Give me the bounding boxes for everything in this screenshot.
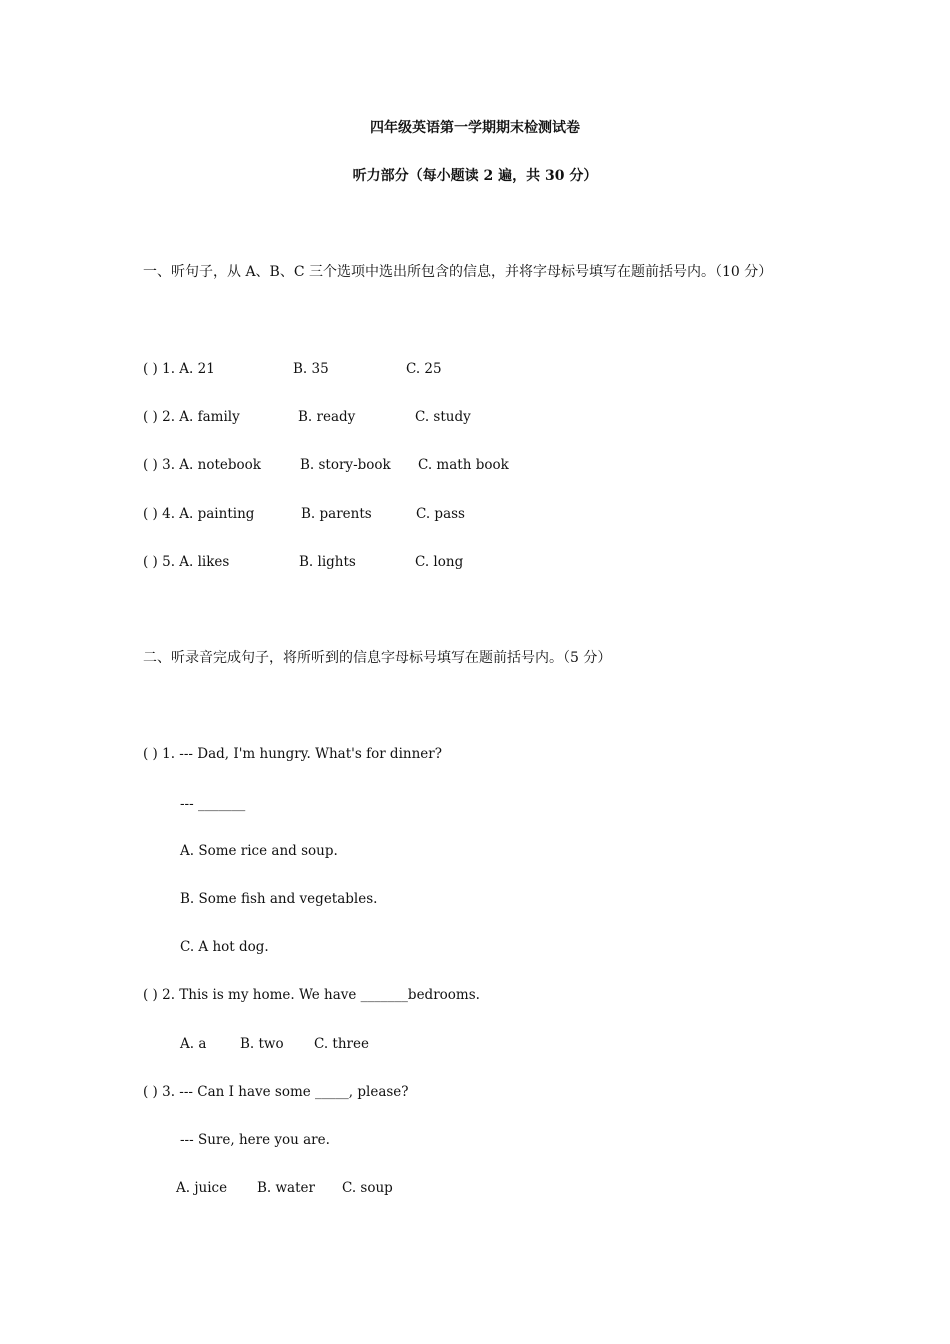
s2-q1-option-b: B. Some fish and vegetables. bbox=[180, 891, 378, 907]
s1-q3-option-a: ( ) 3. A. notebook bbox=[143, 457, 261, 473]
s2-q3-reply: --- Sure, here you are. bbox=[180, 1132, 330, 1148]
s1-q2-option-b: B. ready bbox=[298, 409, 356, 425]
s2-q2-option-c: C. three bbox=[314, 1036, 369, 1052]
exam-title: 四年级英语第一学期期末检测试卷 bbox=[370, 120, 580, 136]
section-2-heading: 二、听录音完成句子，将所听到的信息字母标号填写在题前括号内。（5 分） bbox=[143, 650, 612, 666]
s2-q3-stem: ( ) 3. --- Can I have some _____, please? bbox=[143, 1084, 409, 1100]
s1-q4-option-c: C. pass bbox=[416, 506, 465, 522]
s2-q2-option-b: B. two bbox=[240, 1036, 284, 1052]
s2-q1-reply: --- _______ bbox=[180, 796, 246, 812]
s1-q1-option-b: B. 35 bbox=[293, 361, 329, 377]
listening-subtitle: 听力部分（每小题读 2 遍，共 30 分） bbox=[352, 168, 598, 184]
s2-q3-option-b: B. water bbox=[257, 1180, 315, 1196]
s2-q2-option-a: A. a bbox=[180, 1036, 207, 1052]
s1-q2-option-c: C. study bbox=[415, 409, 471, 425]
s1-q1-option-c: C. 25 bbox=[406, 361, 442, 377]
s1-q3-option-b: B. story-book bbox=[300, 457, 391, 473]
s2-q1-stem: ( ) 1. --- Dad, I'm hungry. What's for dinner? bbox=[143, 746, 442, 762]
s2-q2-stem: ( ) 2. This is my home. We have _______bedrooms. bbox=[143, 987, 480, 1003]
s1-q5-option-a: ( ) 5. A. likes bbox=[143, 554, 230, 570]
s1-q1-option-a: ( ) 1. A. 21 bbox=[143, 361, 215, 377]
s2-q3-option-c: C. soup bbox=[342, 1180, 393, 1196]
s1-q4-option-a: ( ) 4. A. painting bbox=[143, 506, 255, 522]
s2-q1-option-c: C. A hot dog. bbox=[180, 939, 269, 955]
s2-q3-option-a: A. juice bbox=[176, 1180, 228, 1196]
section-1-heading: 一、听句子，从 A、B、C 三个选项中选出所包含的信息，并将字母标号填写在题前括号内。（10 分） bbox=[143, 264, 773, 280]
s1-q4-option-b: B. parents bbox=[301, 506, 372, 522]
s1-q5-option-c: C. long bbox=[415, 554, 464, 570]
s1-q5-option-b: B. lights bbox=[299, 554, 356, 570]
s1-q2-option-a: ( ) 2. A. family bbox=[143, 409, 240, 425]
s1-q3-option-c: C. math book bbox=[418, 457, 509, 473]
s2-q1-option-a: A. Some rice and soup. bbox=[180, 843, 338, 859]
